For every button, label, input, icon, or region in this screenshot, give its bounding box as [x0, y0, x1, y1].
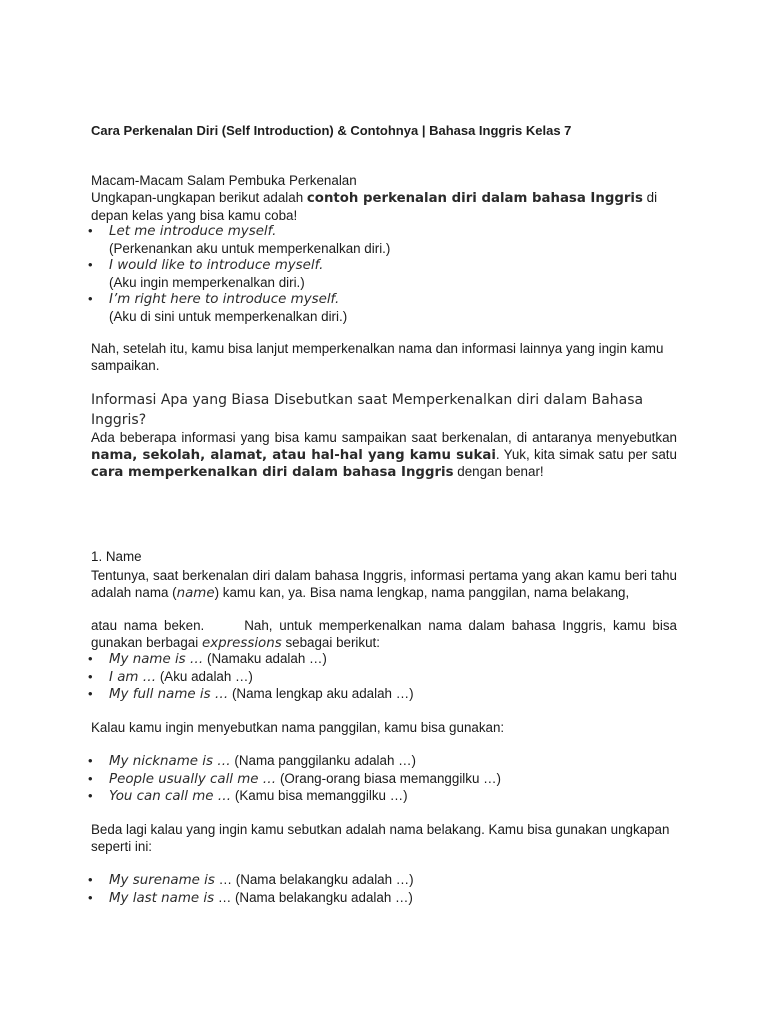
translation: (Namaku adalah …): [207, 651, 327, 666]
name-expressions-list: [91, 651, 677, 704]
list-item: [91, 788, 677, 806]
greetings-intro: [91, 190, 677, 224]
name-paragraph-2: [91, 618, 677, 652]
expressions-italic: expressions: [201, 635, 282, 651]
intro-text: Ungkapan-ungkapan berikut adalah: [91, 190, 304, 205]
info-text: Ada beberapa informasi yang bisa kamu sampaikan saat berkenalan, di antaranya menyebutkan: [91, 430, 677, 445]
translation: (Orang-orang biasa memanggilku …): [279, 770, 501, 786]
list-item: [91, 257, 677, 291]
ellipsis: …: [217, 889, 232, 905]
list-item: [91, 753, 677, 771]
page-title: Cara Perkenalan Diri (Self Introduction) & Contohnya | Bahasa Inggris Kelas 7: [91, 123, 572, 138]
list-item: [91, 872, 677, 890]
phrase: I’m right here to introduce myself.: [109, 292, 340, 308]
section-heading-information: Informasi Apa yang Biasa Disebutkan saat Memperkenalkan diri dalam Bahasa Inggris?: [91, 392, 644, 428]
nickname-intro: Kalau kamu ingin menyebutkan nama panggilan, kamu bisa gunakan:: [91, 720, 505, 735]
intro-bold-text: contoh perkenalan diri dalam bahasa Inggris: [306, 191, 643, 206]
name-italic-text: name: [176, 585, 215, 601]
list-item: [91, 771, 677, 789]
info-bold-text: nama, sekolah, alamat, atau hal-hal yang kamu sukai: [91, 447, 496, 463]
name-text: Tentunya, saat berkenalan diri dalam bahasa Inggris, informasi pertama yang akan kamu beri tahu adalah nama (: [91, 568, 677, 600]
phrase: My full name is …: [109, 687, 229, 703]
phrase: Let me introduce myself.: [109, 224, 277, 239]
name-text-end: ) kamu kan, ya. Bisa nama lengkap, nama panggilan, nama belakang,: [214, 584, 630, 600]
name-paragraph-1: [91, 568, 677, 602]
ellipsis: …: [218, 872, 232, 887]
translation: (Aku adalah …): [159, 668, 253, 684]
phrase: You can call me …: [109, 789, 232, 805]
list-item: [91, 291, 677, 325]
phrase: My nickname is …: [109, 754, 231, 769]
surname-list: [91, 872, 677, 907]
phrase: My name is …: [109, 652, 204, 667]
section-heading-greetings: Macam-Macam Salam Pembuka Perkenalan: [91, 173, 357, 188]
info-text-end: dengan benar!: [457, 464, 544, 480]
info-bold-text-2: cara memperkenalkan diri dalam bahasa Inggris: [91, 465, 454, 481]
phrase: I am …: [109, 669, 157, 685]
list-item: [91, 651, 677, 669]
list-item: [91, 223, 677, 257]
translation: (Nama belakangku adalah …): [234, 889, 413, 905]
surname-intro: Beda lagi kalau yang ingin kamu sebutkan adalah nama belakang. Kamu bisa gunakan ungkapan seperti ini:: [91, 822, 670, 854]
list-item: [91, 669, 677, 687]
name-text-b: Nah, untuk memperkenalkan nama dalam bahasa Inggris, kamu bisa gunakan berbagai: [91, 618, 677, 650]
name-text-a: atau nama beken.: [91, 618, 205, 633]
translation: (Nama panggilanku adalah …): [234, 753, 416, 768]
translation: (Aku di sini untuk memperkenalkan diri.): [109, 308, 348, 324]
section-heading-name: 1. Name: [91, 549, 142, 564]
list-item: [91, 890, 677, 908]
translation: (Aku ingin memperkenalkan diri.): [109, 274, 305, 290]
translation: (Kamu bisa memanggilku …): [234, 788, 408, 804]
translation: (Nama lengkap aku adalah …): [231, 686, 414, 702]
intro-text-end: di depan kelas yang bisa kamu coba!: [91, 190, 658, 223]
name-text-c: sebagai berikut:: [285, 634, 380, 650]
phrase: My last name is: [109, 890, 215, 906]
phrase: People usually call me …: [109, 771, 277, 787]
phrase: My surename is: [109, 873, 215, 888]
information-paragraph: [91, 430, 677, 482]
translation: (Nama belakangku adalah …): [235, 872, 414, 887]
greetings-list: [91, 223, 677, 326]
list-item: [91, 686, 677, 704]
info-text-mid: . Yuk, kita simak satu per satu: [495, 446, 677, 462]
greetings-closing: Nah, setelah itu, kamu bisa lanjut memperkenalkan nama dan informasi lainnya yang ingin kamu sampaikan.: [91, 341, 664, 373]
translation: (Perkenankan aku untuk memperkenalkan diri.): [109, 240, 391, 256]
nickname-list: [91, 753, 677, 806]
phrase: I would like to introduce myself.: [109, 258, 324, 274]
